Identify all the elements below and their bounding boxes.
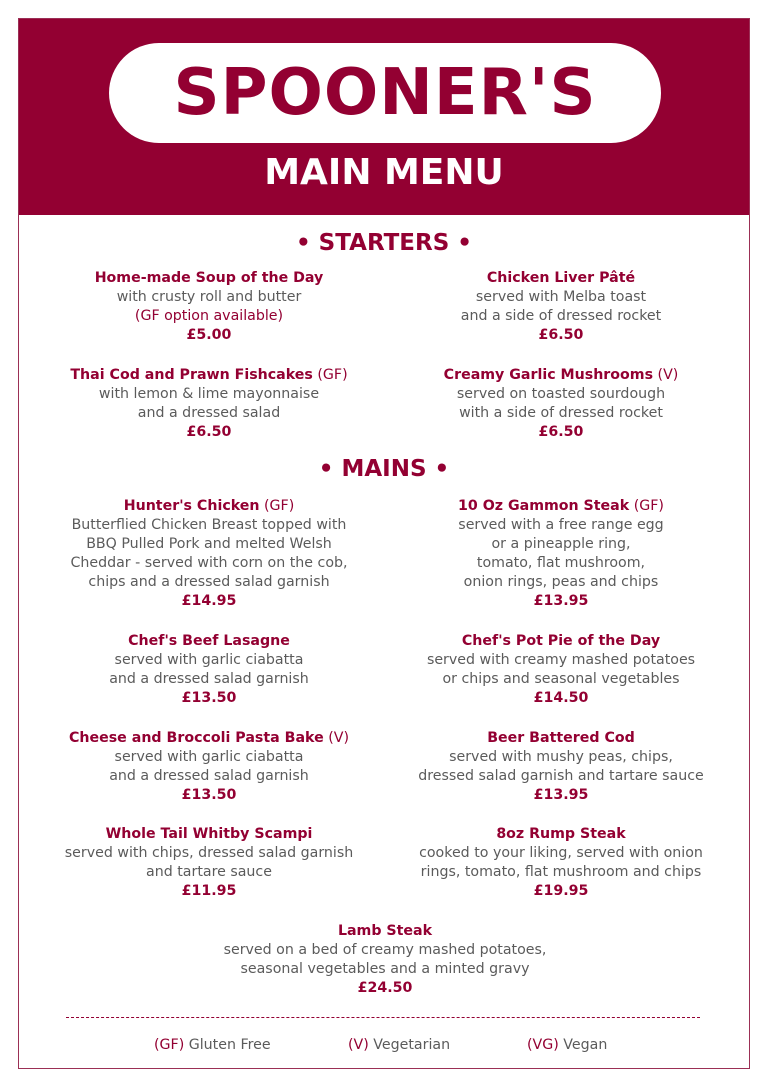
item-name: Creamy Garlic Mushrooms bbox=[443, 367, 654, 383]
item-description: Butterflied Chicken Breast topped with bbox=[71, 517, 347, 533]
item-diet-tag: (GF) bbox=[264, 498, 295, 514]
menu-item-lamb-steak bbox=[185, 922, 585, 998]
menu-item-rump-steak bbox=[381, 825, 741, 901]
item-price: £5.00 bbox=[186, 327, 232, 343]
item-description: and a dressed salad garnish bbox=[109, 768, 309, 784]
item-description: and tartare sauce bbox=[146, 864, 272, 880]
item-description: served with chips, dressed salad garnish bbox=[64, 845, 354, 861]
item-name: Cheese and Broccoli Pasta Bake bbox=[68, 730, 324, 746]
item-name: Hunter's Chicken bbox=[123, 498, 260, 514]
item-description: and a dressed salad bbox=[137, 405, 281, 421]
section-title-starters: • STARTERS • bbox=[295, 230, 473, 256]
item-description: served with a free range egg bbox=[458, 517, 664, 533]
item-note: (GF option available) bbox=[134, 308, 284, 324]
item-name: 10 Oz Gammon Steak bbox=[458, 498, 630, 514]
item-name: Whole Tail Whitby Scampi bbox=[105, 826, 313, 842]
item-description: seasonal vegetables and a minted gravy bbox=[240, 961, 530, 977]
legend-code: (VG) bbox=[527, 1037, 559, 1053]
item-description: rings, tomato, flat mushroom and chips bbox=[420, 864, 702, 880]
legend-code: (V) bbox=[348, 1037, 369, 1053]
brand-name: SPOONER'S bbox=[173, 56, 597, 130]
item-description: with a side of dressed rocket bbox=[459, 405, 663, 421]
menu-title: MAIN MENU bbox=[264, 152, 504, 193]
menu-item-pasta-bake bbox=[29, 729, 389, 805]
brand-pill bbox=[109, 43, 661, 143]
menu-item-lasagne bbox=[29, 632, 389, 708]
item-price: £11.95 bbox=[181, 883, 237, 899]
legend-label: Vegetarian bbox=[373, 1037, 451, 1053]
item-price: £6.50 bbox=[538, 327, 584, 343]
legend-vegetarian bbox=[348, 1037, 450, 1053]
menu-item-scampi bbox=[29, 825, 389, 901]
item-description: cooked to your liking, served with onion bbox=[419, 845, 703, 861]
dashed-divider bbox=[66, 1017, 700, 1018]
item-description: served on a bed of creamy mashed potatoes, bbox=[223, 942, 547, 958]
menu-item-cod bbox=[381, 729, 741, 805]
menu-item-hunters-chicken bbox=[29, 497, 389, 611]
item-description: dressed salad garnish and tartare sauce bbox=[418, 768, 704, 784]
item-name: Thai Cod and Prawn Fishcakes bbox=[70, 367, 313, 383]
item-description: or chips and seasonal vegetables bbox=[442, 671, 680, 687]
menu-item-gammon-steak bbox=[381, 497, 741, 611]
menu-item-soup bbox=[29, 269, 389, 345]
menu-item-mushrooms bbox=[381, 366, 741, 442]
item-description: with crusty roll and butter bbox=[116, 289, 302, 305]
item-diet-tag: (GF) bbox=[317, 367, 348, 383]
legend-vegan bbox=[527, 1037, 607, 1053]
item-diet-tag: (GF) bbox=[633, 498, 664, 514]
item-description: and a dressed salad garnish bbox=[109, 671, 309, 687]
item-description: chips and a dressed salad garnish bbox=[88, 574, 330, 590]
item-description: with lemon & lime mayonnaise bbox=[98, 386, 320, 402]
item-description: served with mushy peas, chips, bbox=[449, 749, 673, 765]
item-price: £13.95 bbox=[533, 593, 589, 609]
item-name: Chicken Liver Pâté bbox=[486, 270, 636, 286]
item-description: and a side of dressed rocket bbox=[460, 308, 662, 324]
item-description: served with Melba toast bbox=[475, 289, 647, 305]
item-name: 8oz Rump Steak bbox=[496, 826, 626, 842]
section-title-mains: • MAINS • bbox=[318, 456, 450, 482]
item-description: served with creamy mashed potatoes bbox=[426, 652, 696, 668]
item-price: £14.95 bbox=[181, 593, 237, 609]
item-description: or a pineapple ring, bbox=[491, 536, 631, 552]
item-price: £6.50 bbox=[538, 424, 584, 440]
legend-code: (GF) bbox=[154, 1037, 185, 1053]
item-price: £13.50 bbox=[181, 787, 237, 803]
item-name: Chef's Beef Lasagne bbox=[128, 633, 290, 649]
item-name: Chef's Pot Pie of the Day bbox=[461, 633, 661, 649]
item-description: onion rings, peas and chips bbox=[463, 574, 659, 590]
item-description: BBQ Pulled Pork and melted Welsh bbox=[86, 536, 332, 552]
item-description: Cheddar - served with corn on the cob, bbox=[70, 555, 348, 571]
item-price: £13.50 bbox=[181, 690, 237, 706]
menu-item-fishcakes bbox=[29, 366, 389, 442]
item-name: Home-made Soup of the Day bbox=[94, 270, 324, 286]
legend-gluten-free bbox=[154, 1037, 271, 1053]
item-name: Lamb Steak bbox=[337, 923, 433, 939]
item-price: £13.95 bbox=[533, 787, 589, 803]
item-description: served with garlic ciabatta bbox=[114, 652, 304, 668]
menu-item-pate bbox=[381, 269, 741, 345]
item-diet-tag: (V) bbox=[328, 730, 349, 746]
item-description: tomato, flat mushroom, bbox=[476, 555, 646, 571]
item-name: Beer Battered Cod bbox=[487, 730, 635, 746]
item-price: £14.50 bbox=[533, 690, 589, 706]
item-price: £6.50 bbox=[186, 424, 232, 440]
menu-header bbox=[19, 19, 749, 215]
menu-item-pot-pie bbox=[381, 632, 741, 708]
legend-label: Gluten Free bbox=[188, 1037, 271, 1053]
item-price: £24.50 bbox=[357, 980, 413, 996]
item-diet-tag: (V) bbox=[657, 367, 679, 383]
item-description: served with garlic ciabatta bbox=[114, 749, 304, 765]
menu-frame bbox=[18, 18, 750, 1069]
item-description: served on toasted sourdough bbox=[456, 386, 666, 402]
legend-label: Vegan bbox=[563, 1037, 608, 1053]
item-price: £19.95 bbox=[533, 883, 589, 899]
